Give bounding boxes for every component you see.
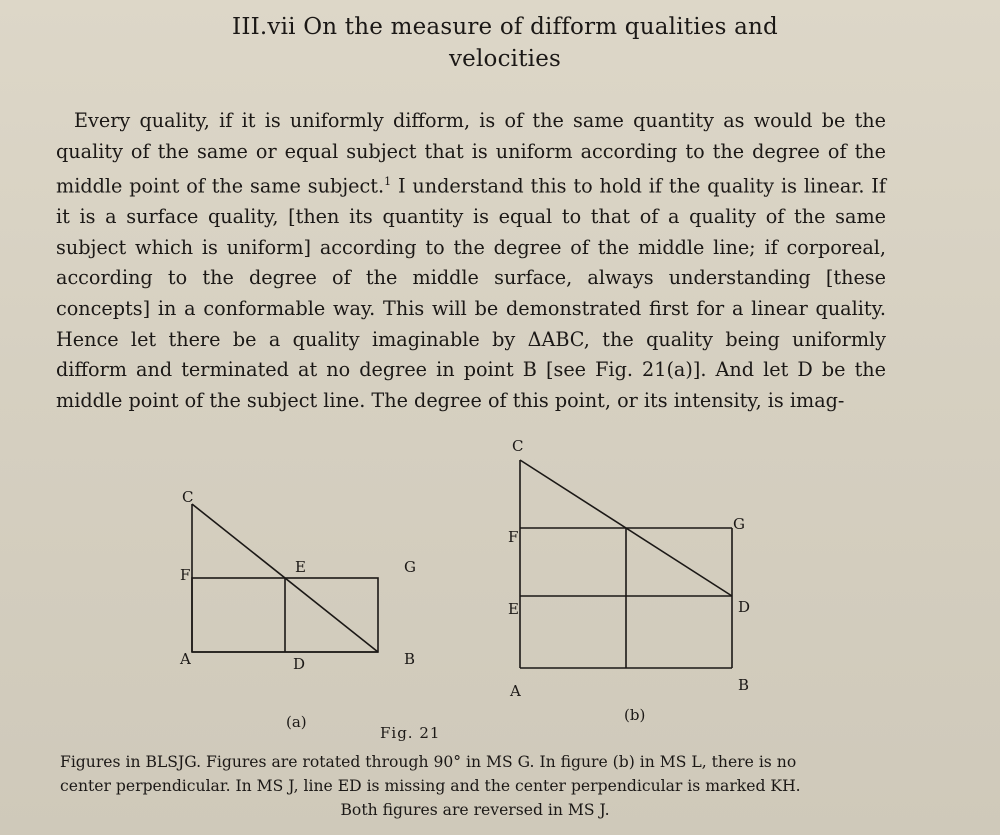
fig-b-caption: (b)	[624, 706, 646, 724]
body-text-part1: Every quality, if it is uniformly difform, is of the same quantity as would be the quality of the same or equal subject that is uniform according to the degree of the middle point of the same subject.	[56, 109, 886, 198]
fig-b-label-F: F	[508, 528, 519, 546]
fig-b-label-E: E	[508, 600, 519, 618]
fig-a-caption: (a)	[286, 713, 307, 731]
fig-a-label-A: A	[180, 650, 191, 668]
fig-b-label-A: A	[510, 682, 521, 700]
fig-a-label-D: D	[293, 655, 306, 673]
figure-caption	[60, 750, 890, 822]
fig-a-label-E: E	[295, 558, 306, 576]
fig-a-label-B: B	[404, 650, 416, 668]
caption-line3: Both figures are reversed in MS J.	[340, 801, 610, 819]
figure-number: Fig. 21	[380, 724, 441, 742]
fig-a-label-G: G	[404, 558, 416, 576]
fig-b-label-B: B	[738, 676, 750, 694]
body-text-part2: I understand this to hold if the quality is linear. If it is a surface quality, [then its quantity is equal to that of a quality of the same subject which is uniform] according to the degree of the middle line; if corporeal, according to the degree of the middle surface, always understanding [these concepts] in a conformable way. This will be demonstrated first for a linear quality. Hence let there be a quality imaginable by ΔABC, the quality being uniformly difform and terminated at no degree in point B [see Fig. 21(a)]. And let D be the middle point of the subject line. The degree of this point, or its intensity, is imag-	[56, 174, 886, 412]
fig-b-label-G: G	[733, 515, 745, 533]
section-heading-line1: III.vii On the measure of difform qualities and	[232, 14, 778, 40]
fig-b-label-C: C	[512, 437, 524, 455]
figure-b-diagram	[500, 440, 760, 690]
fig-a-label-C: C	[182, 488, 194, 506]
section-heading-line2: velocities	[448, 46, 562, 72]
footnote-marker: 1	[384, 175, 392, 189]
caption-line1: Figures in BLSJG. Figures are rotated through 90° in MS G. In figure (b) in MS L, there is no	[60, 753, 797, 771]
fig-b-label-D: D	[738, 598, 751, 616]
fig-a-label-F: F	[180, 566, 191, 584]
body-paragraph	[56, 106, 886, 416]
caption-line2: center perpendicular. In MS J, line ED is missing and the center perpendicular is marked KH.	[60, 777, 801, 795]
